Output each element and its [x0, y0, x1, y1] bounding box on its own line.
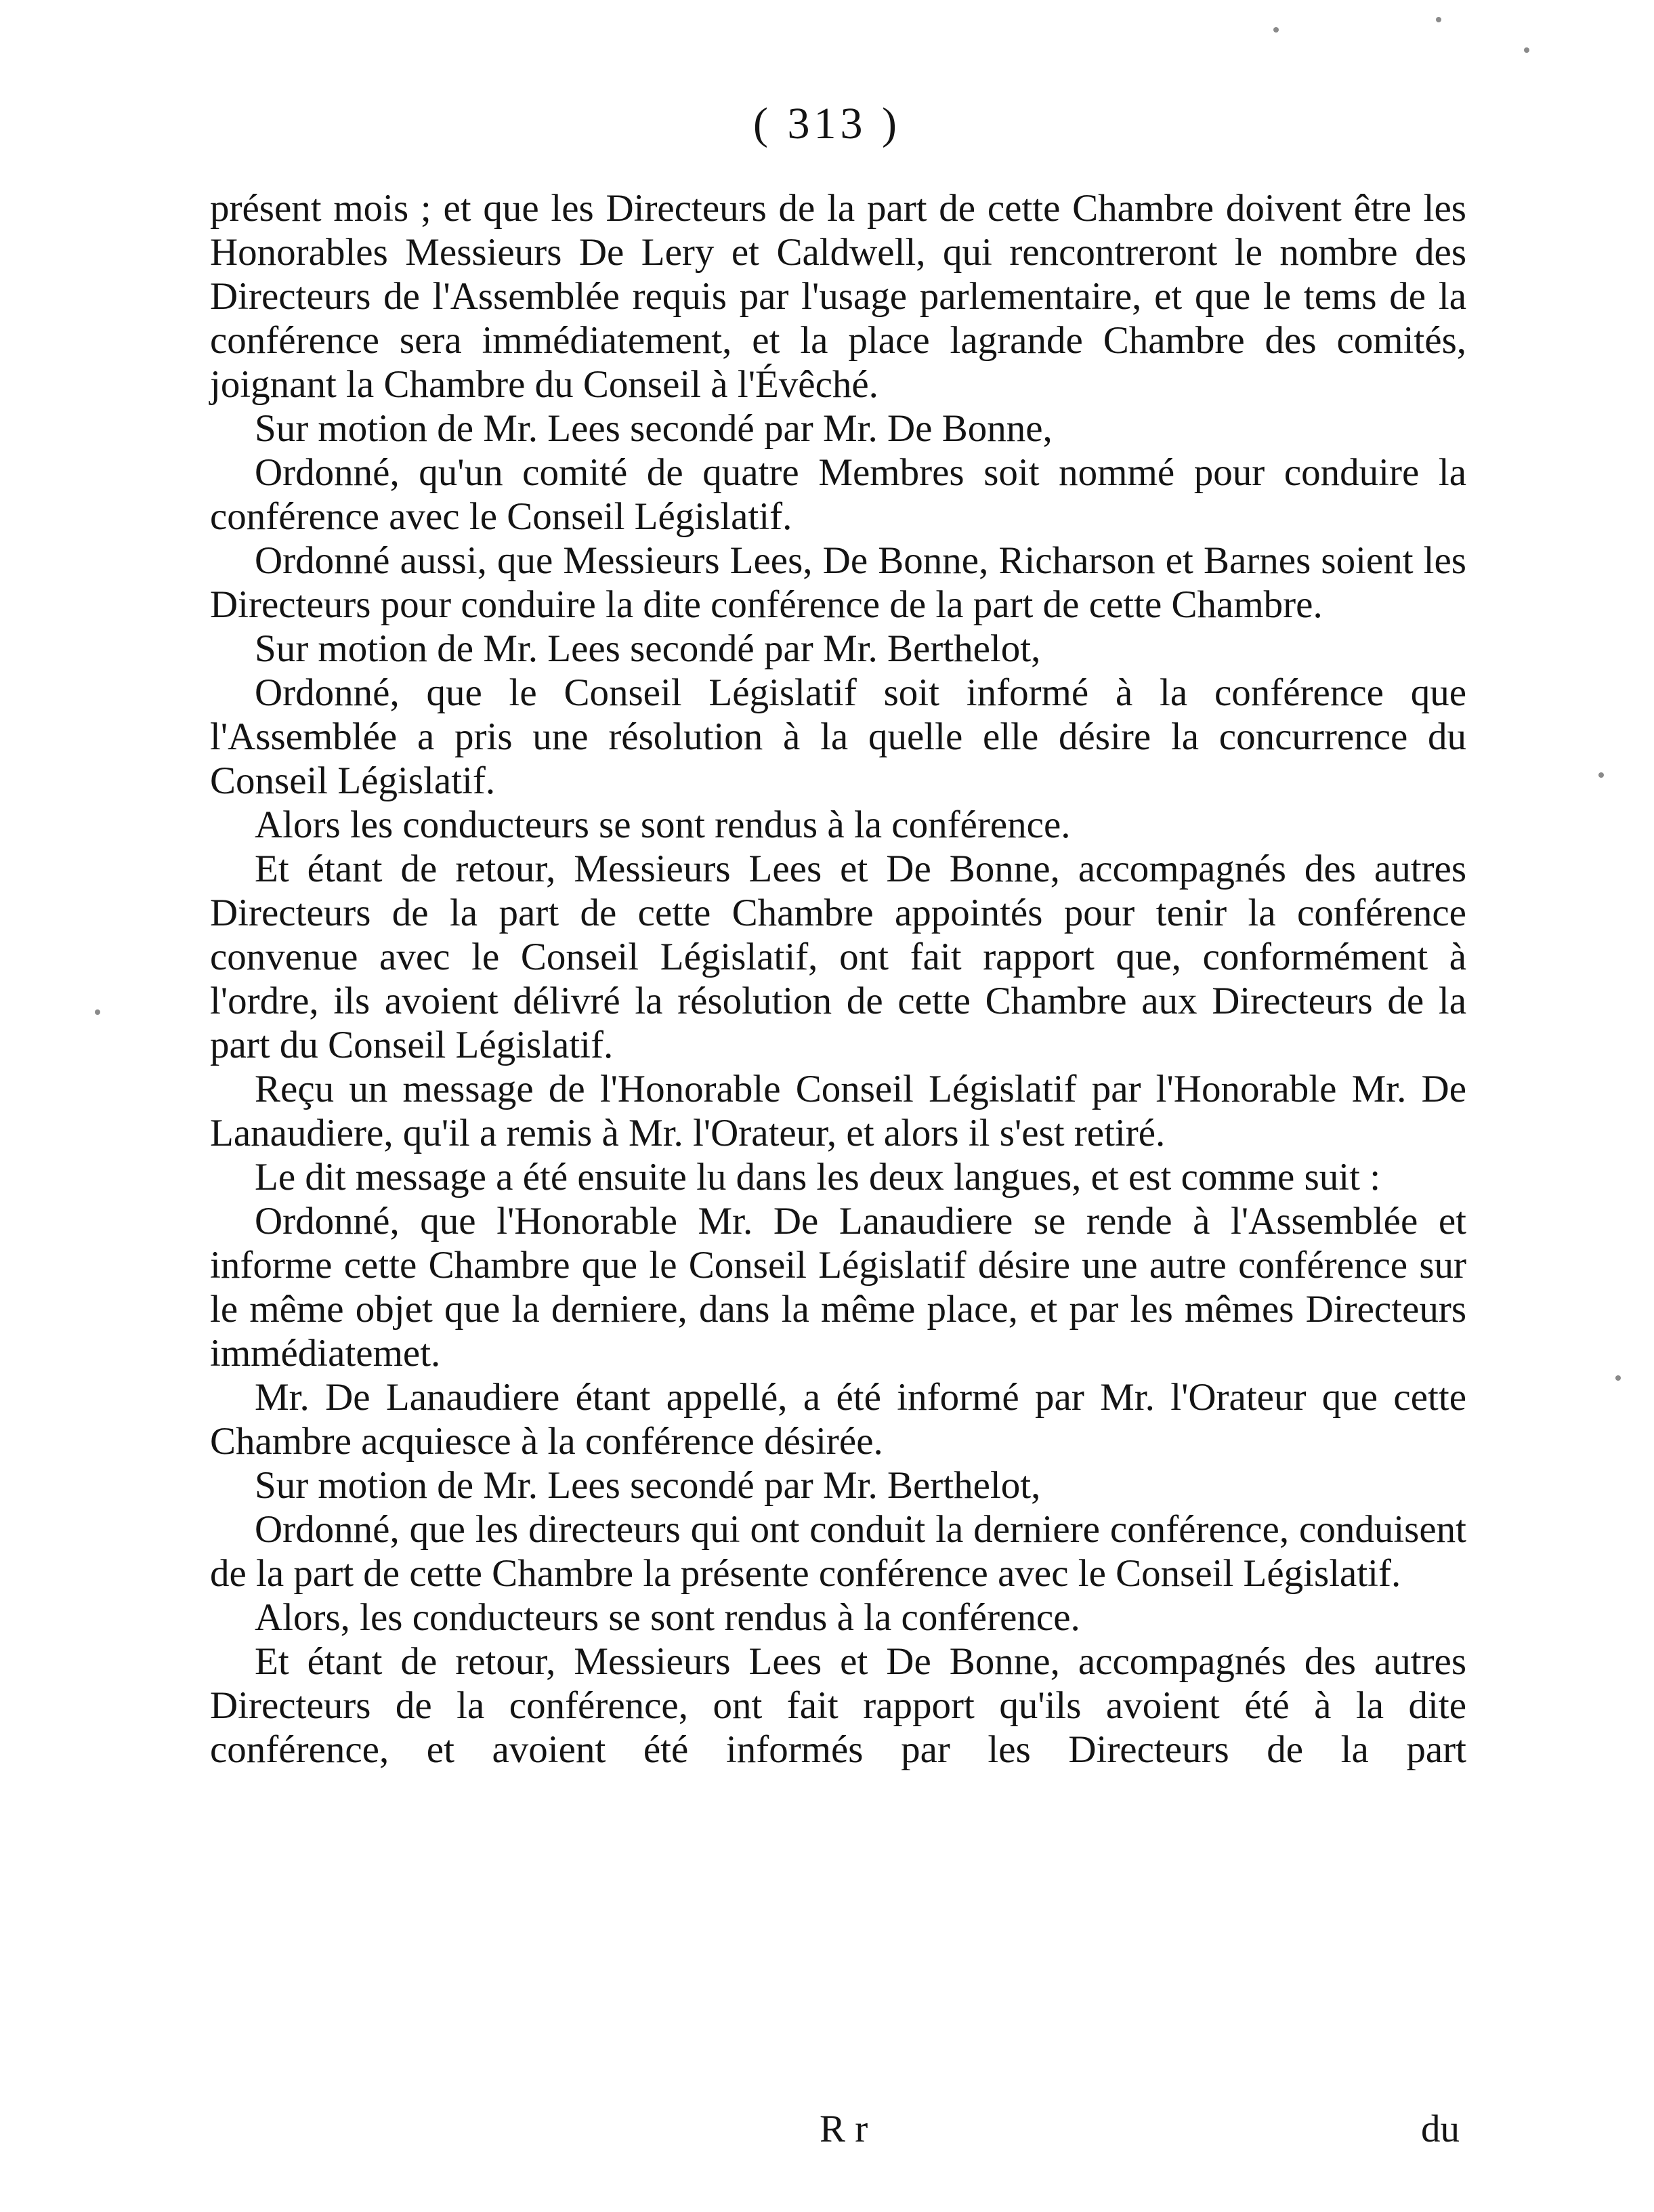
- scan-speck: [95, 1009, 100, 1015]
- scan-speck: [1598, 772, 1604, 778]
- paragraph-9: Reçu un message de l'Honorable Conseil Législatif par l'Honorable Mr. De Lanaudiere, qu'il a remis à Mr. l'Orateur, et alors il s'est retiré.: [210, 1068, 1466, 1154]
- paragraph-12: Mr. De Lanaudiere étant appellé, a été informé par Mr. l'Orateur que cette Chambre acquiesce à la conférence désirée.: [210, 1376, 1466, 1463]
- paragraph-15: Alors, les conducteurs se sont rendus à la conférence.: [255, 1596, 1080, 1639]
- paragraph-7: Alors les conducteurs se sont rendus à la conférence.: [255, 804, 1071, 846]
- paragraph-8: Et étant de retour, Messieurs Lees et De Bonne, accompagnés des autres Directeurs de la part de cette Chambre appointés pour tenir la conférence convenue avec le Conseil Législatif, ont fait rapport que, conformément à l'ordre, ils avoient délivré la résolution de cette Chambre aux Directeurs de la part du Conseil Législatif.: [210, 848, 1466, 1066]
- paragraph-1: présent mois ; et que les Directeurs de la part de cette Chambre doivent être les Honorables Messieurs De Lery et Caldwell, qui rencontreront le nombre des Directeurs de l'Assemblée requis par l'usage parlementaire, et que le tems de la conférence sera immédiatement, et la place lagrande Chambre des comités, joignant la Chambre du Conseil à l'Évêché.: [210, 187, 1466, 406]
- scan-speck: [1436, 17, 1441, 22]
- paragraph-5: Sur motion de Mr. Lees secondé par Mr. Berthelot,: [255, 627, 1041, 670]
- paragraph-13: Sur motion de Mr. Lees secondé par Mr. Berthelot,: [255, 1464, 1041, 1507]
- paragraph-4: Ordonné aussi, que Messieurs Lees, De Bonne, Richarson et Barnes soient les Directeurs pour conduire la dite conférence de la part de cette Chambre.: [210, 539, 1466, 626]
- scan-speck: [1273, 27, 1279, 33]
- paragraph-3: Ordonné, qu'un comité de quatre Membres soit nommé pour conduire la conférence avec le Conseil Législatif.: [210, 451, 1466, 538]
- body-text: [210, 186, 1466, 1772]
- paragraph-14: Ordonné, que les directeurs qui ont conduit la derniere conférence, conduisent de la part de cette Chambre la présente conférence avec le Conseil Législatif.: [210, 1508, 1466, 1595]
- paragraph-10: Le dit message a été ensuite lu dans les deux langues, et est comme suit :: [255, 1156, 1381, 1198]
- paragraph-6: Ordonné, que le Conseil Législatif soit informé à la conférence que l'Assemblée a pris une résolution à la quelle elle désire la concurrence du Conseil Législatif.: [210, 671, 1466, 802]
- scan-speck: [1615, 1375, 1621, 1381]
- signature-mark: R r: [820, 2108, 868, 2150]
- page-footer: [210, 2106, 1466, 2153]
- scan-speck: [1524, 47, 1529, 53]
- catchword: du: [1421, 2108, 1460, 2150]
- paragraph-11: Ordonné, que l'Honorable Mr. De Lanaudiere se rende à l'Assemblée et informe cette Chambre que le Conseil Législatif désire une autre conférence sur le même objet que la derniere, dans la même place, et par les mêmes Directeurs immédiatemet.: [210, 1200, 1466, 1375]
- paragraph-2: Sur motion de Mr. Lees secondé par Mr. De Bonne,: [255, 407, 1053, 450]
- page-number: ( 313 ): [753, 99, 901, 148]
- paragraph-16: Et étant de retour, Messieurs Lees et De Bonne, accompagnés des autres Directeurs de la conférence, ont fait rapport qu'ils avoient été à la dite conférence, et avoient été informés par les Directeurs de la part: [210, 1640, 1466, 1771]
